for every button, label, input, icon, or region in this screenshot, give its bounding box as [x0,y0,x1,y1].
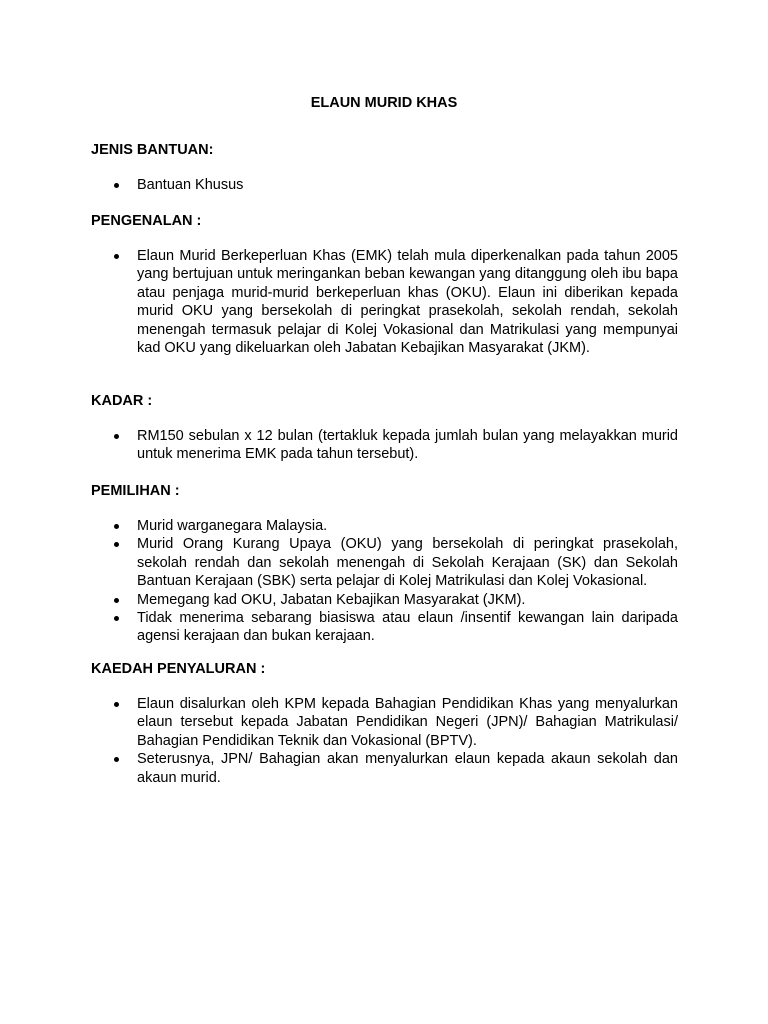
list-item [91,609,678,646]
list-pemilihan [91,517,678,646]
list-item-text: Murid warganegara Malaysia. [137,518,328,534]
list-item-text: RM150 sebulan x 12 bulan (tertakluk kepada jumlah bulan yang melayakkan murid untuk menerima EMK pada tahun tersebut). [137,428,678,463]
bullet-icon [114,254,119,259]
section-heading-kadar: KADAR : [91,393,153,409]
list-item [91,535,678,590]
list-item-text: Memegang kad OKU, Jabatan Kebajikan Masyarakat (JKM). [137,591,526,608]
section-heading-kaedah-penyaluran: KAEDAH PENYALURAN : [91,661,266,677]
section-heading-pengenalan: PENGENALAN : [91,213,202,229]
list-item-text: Murid Orang Kurang Upaya (OKU) yang bersekolah di peringkat prasekolah, sekolah rendah dan sekolah menengah di Sekolah Kerajaan (SK) dan Sekolah Bantuan Kerajaan (SBK) serta pelajar di Kolej Matrikulasi dan Kolej Vokasional. [137,536,678,590]
list-item [91,517,678,535]
list-item [91,695,678,750]
bullet-icon [114,183,119,188]
list-item [91,247,678,357]
bullet-icon [114,524,119,529]
list-item [91,750,678,787]
bullet-icon [114,598,119,603]
bullet-icon [114,757,119,762]
bullet-icon [114,702,119,707]
list-pengenalan [91,247,678,357]
list-item [91,176,678,194]
list-item [91,591,678,609]
list-item-text: Elaun disalurkan oleh KPM kepada Bahagian Pendidikan Khas yang menyalurkan elaun tersebut kepada Jabatan Pendidikan Negeri (JPN)/ Bahagian Matrikulasi/ Bahagian Pendidikan Teknik dan Vokasional (BPTV). [137,696,678,749]
section-heading-pemilihan: PEMILIHAN : [91,483,180,499]
section-heading-jenis-bantuan: JENIS BANTUAN: [91,142,214,158]
list-item-text: Bantuan Khusus [137,177,244,193]
bullet-icon [114,542,119,547]
bullet-icon [114,616,119,621]
list-kadar [91,427,678,464]
list-kaedah-penyaluran [91,695,678,787]
list-item-text: Tidak menerima sebarang biasiswa atau elaun /insentif kewangan lain daripada agensi kerajaan dan bukan kerajaan. [137,610,678,645]
page-title: ELAUN MURID KHAS [310,95,458,111]
list-item-text: Seterusnya, JPN/ Bahagian akan menyalurkan elaun kepada akaun sekolah dan akaun murid. [137,751,678,786]
list-jenis-bantuan [91,176,678,194]
list-item [91,427,678,464]
bullet-icon [114,434,119,439]
list-item-text: Elaun Murid Berkeperluan Khas (EMK) telah mula diperkenalkan pada tahun 2005 yang bertujuan untuk meringankan beban kewangan yang ditanggung oleh ibu bapa atau penjaga murid-murid berkeperluan khas (OKU). Elaun ini diberikan kepada murid OKU yang bersekolah di peringkat prasekolah, sekolah rendah, sekolah menengah termasuk pelajar di Kolej Vokasional dan Matrikulasi yang mempunyai kad OKU yang dikeluarkan oleh Jabatan Kebajikan Masyarakat (JKM). [137,248,678,357]
